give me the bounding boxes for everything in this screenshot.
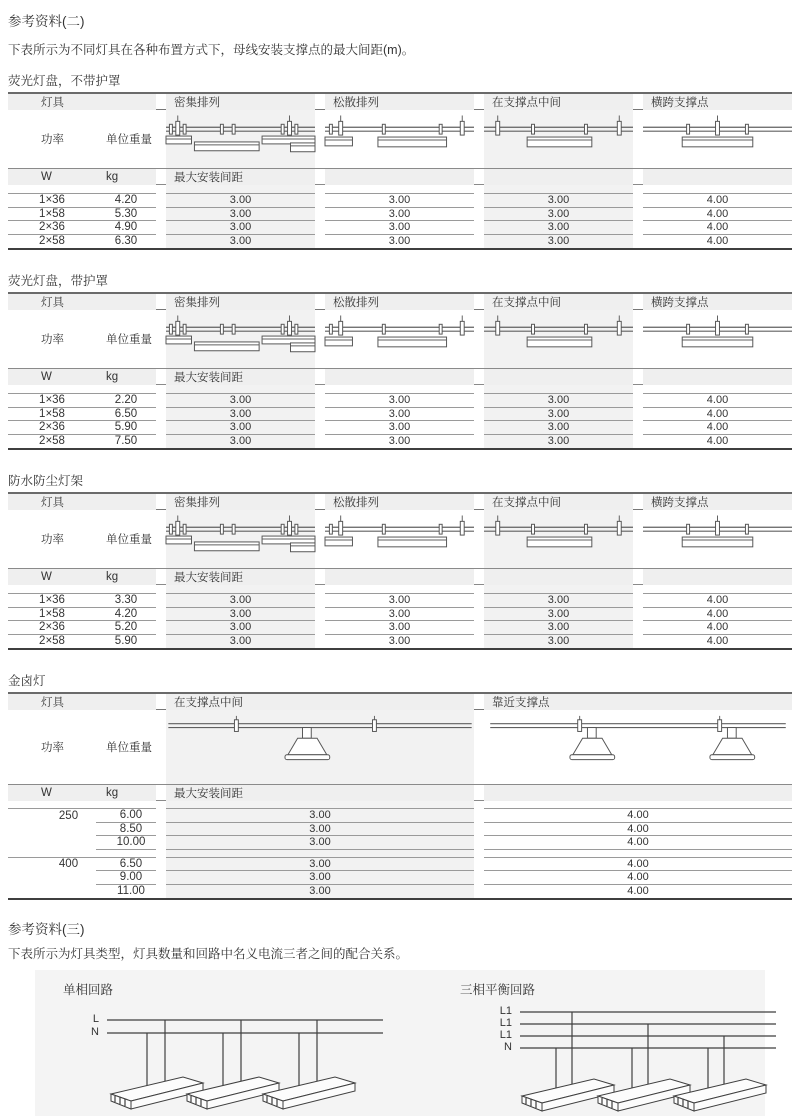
- mid-span-cell: [484, 110, 633, 168]
- power-value: 1×36: [39, 194, 65, 207]
- power-value: 2×36: [39, 421, 65, 434]
- table-row: [8, 871, 792, 885]
- spacing-value: 3.00: [325, 608, 474, 622]
- spacing-value: 4.00: [627, 885, 649, 898]
- line-label-L1: L1: [499, 1005, 512, 1017]
- table-row: [8, 885, 792, 899]
- mid-span-diagram: [484, 112, 633, 166]
- spacing-value: 4.00: [706, 235, 729, 248]
- loose-arrangement-cell: [325, 110, 474, 168]
- spacing-value: 3.00: [325, 408, 474, 422]
- spacing-value: 3.00: [166, 435, 315, 449]
- across-support-diagram: [643, 112, 792, 166]
- units-row: [8, 568, 792, 585]
- weight-value: 6.00: [96, 809, 156, 823]
- max-spacing-label: 最大安装间距: [166, 569, 315, 585]
- spacing-value: 3.00: [166, 421, 315, 435]
- max-spacing-label: 最大安装间距: [166, 169, 315, 185]
- column-header: 横跨支撑点: [643, 94, 792, 110]
- kg-unit: kg: [106, 787, 119, 799]
- watt-unit: W: [41, 571, 52, 583]
- reference-3-section: [8, 918, 792, 1116]
- column-header: 在支撑点中间: [484, 294, 633, 310]
- spacer-row: [8, 385, 792, 394]
- single-phase-circuit: [63, 980, 403, 1112]
- spacing-value: 4.00: [484, 858, 792, 872]
- spacing-value: 3.00: [166, 809, 474, 823]
- spacing-value: 4.00: [643, 208, 792, 222]
- line-label-N: N: [91, 1026, 99, 1038]
- column-header: 在支撑点中间: [484, 494, 633, 510]
- mid-span-cell: [166, 710, 474, 784]
- units-row: [8, 168, 792, 185]
- across-support-cell: [643, 510, 792, 568]
- spacing-value: 3.00: [484, 594, 633, 608]
- three-phase-diagram: [516, 1006, 782, 1110]
- units-labels: [8, 785, 156, 801]
- spacing-value: 3.00: [166, 635, 315, 649]
- table-row: [8, 194, 792, 208]
- page-title: 参考资料(二): [8, 14, 85, 29]
- max-spacing-label: 最大安装间距: [166, 369, 315, 385]
- spacing-value: 4.00: [643, 608, 792, 622]
- table-row: [8, 594, 792, 608]
- watt-unit: W: [41, 371, 52, 383]
- spacing-value: 4.00: [643, 594, 792, 608]
- weight-value: 5.90: [114, 421, 138, 434]
- weight-value: 5.20: [114, 621, 138, 634]
- across-support-cell: [643, 110, 792, 168]
- three-phase-circuit: [460, 980, 800, 1112]
- weight-value: 4.90: [114, 221, 138, 234]
- spacing-value: 3.00: [388, 435, 411, 448]
- weight-value: 8.50: [96, 823, 156, 837]
- max-spacing-label: 最大安装间距: [166, 785, 474, 801]
- halide-mid-span-diagram: [166, 712, 474, 782]
- spacing-value: 4.00: [643, 394, 792, 408]
- weight-value: 9.00: [96, 871, 156, 885]
- dense-arrangement-diagram: [166, 512, 315, 566]
- spacing-value: 3.00: [325, 194, 474, 208]
- dense-arrangement-cell: [166, 110, 315, 168]
- loose-arrangement-diagram: [325, 512, 474, 566]
- dense-arrangement-diagram: [166, 112, 315, 166]
- spacing-value: 3.00: [166, 208, 315, 222]
- loose-arrangement-diagram: [325, 312, 474, 366]
- spacing-value: 3.00: [166, 836, 474, 850]
- spacing-value: 4.00: [484, 836, 792, 850]
- spacing-value: 3.00: [484, 621, 633, 635]
- row-labels: [8, 710, 156, 784]
- line-label-L: L: [92, 1013, 99, 1025]
- batten-luminaire: [263, 1077, 355, 1109]
- weight-value: 5.30: [114, 207, 138, 220]
- power-label: 功率: [41, 334, 64, 346]
- spacing-value: 4.00: [643, 421, 792, 435]
- weight-value: 11.00: [117, 885, 145, 898]
- dense-arrangement-diagram: [166, 312, 315, 366]
- loose-arrangement-cell: [325, 310, 474, 368]
- spacing-table-waterproof: [8, 492, 792, 650]
- page-subtitle: 下表所示为不同灯具在各种布置方式下，母线安装支撑点的最大间距(m)。: [8, 43, 415, 57]
- weight-value: 4.20: [114, 194, 138, 207]
- weight-value: 10.00: [96, 836, 156, 850]
- row-labels: [8, 310, 156, 368]
- power-label: 功率: [41, 742, 64, 754]
- fixture-header: 灯具: [8, 694, 156, 710]
- batten-luminaire: [674, 1079, 766, 1111]
- table-row: [8, 809, 792, 823]
- spacing-value: 4.00: [643, 621, 792, 635]
- power-value: 400: [58, 858, 79, 871]
- across-support-cell: [643, 310, 792, 368]
- spacer-row: [8, 585, 792, 594]
- weight-value: 6.50: [96, 858, 156, 872]
- weight-value: 7.50: [114, 435, 138, 448]
- near-support-cell: [484, 710, 792, 784]
- spacing-value: 3.00: [484, 421, 633, 435]
- watt-unit: W: [41, 171, 52, 183]
- units-labels: [8, 169, 156, 185]
- spacing-value: 4.00: [706, 635, 729, 648]
- weight-value: 3.30: [114, 594, 138, 607]
- column-header: 密集排列: [166, 294, 315, 310]
- three-phase-title: 三相平衡回路: [460, 983, 536, 997]
- single-phase-diagram: [103, 1012, 389, 1110]
- units-row: [8, 784, 792, 801]
- table-row: [8, 621, 792, 635]
- spacing-value: 3.00: [325, 594, 474, 608]
- weight-value: 6.50: [114, 407, 138, 420]
- power-value: 2×58: [39, 235, 65, 248]
- spacing-value: 4.00: [484, 809, 792, 823]
- table-row: [8, 208, 792, 222]
- units-row: [8, 368, 792, 385]
- loose-arrangement-cell: [325, 510, 474, 568]
- spacing-value: 3.00: [325, 421, 474, 435]
- power-value: 1×36: [39, 394, 65, 407]
- spacing-value: 4.00: [484, 871, 792, 885]
- spacing-value: 3.00: [325, 394, 474, 408]
- spacing-value: 3.00: [166, 194, 315, 208]
- column-header: 靠近支撑点: [484, 694, 792, 710]
- mid-span-diagram: [484, 512, 633, 566]
- dense-arrangement-cell: [166, 310, 315, 368]
- spacing-table-metal-halide: [8, 692, 792, 900]
- table-row: [8, 221, 792, 235]
- spacing-value: 3.00: [388, 635, 411, 648]
- spacing-value: 3.00: [484, 194, 633, 208]
- weight-value: 6.30: [114, 235, 138, 248]
- weight-value: 2.20: [114, 394, 138, 407]
- table-header-row: [8, 494, 792, 510]
- spacing-value: 3.00: [484, 635, 633, 649]
- column-header: 横跨支撑点: [643, 494, 792, 510]
- spacing-value: 3.00: [325, 208, 474, 222]
- spacing-value: 3.00: [166, 235, 315, 249]
- power-value: 2×58: [39, 635, 65, 648]
- circuit-diagrams-panel: [35, 970, 765, 1116]
- spacing-value: 3.00: [166, 885, 474, 899]
- line-label-N: N: [504, 1041, 512, 1053]
- table-row: [8, 421, 792, 435]
- dense-arrangement-cell: [166, 510, 315, 568]
- spacing-value: 3.00: [484, 235, 633, 249]
- spacing-value: 4.00: [643, 408, 792, 422]
- spacing-table-fluorescent-no-cover: [8, 92, 792, 250]
- power-value: 1×58: [39, 607, 65, 620]
- power-value: 1×58: [39, 407, 65, 420]
- spacing-value: 3.00: [166, 858, 474, 872]
- section-title-waterproof: 防水防尘灯架: [8, 474, 84, 488]
- across-support-diagram: [643, 312, 792, 366]
- power-label: 功率: [41, 134, 64, 146]
- mid-span-cell: [484, 310, 633, 368]
- column-header: 密集排列: [166, 94, 315, 110]
- mid-span-cell: [484, 510, 633, 568]
- fixture-header: 灯具: [8, 94, 156, 110]
- diagram-row: [8, 710, 792, 784]
- diagram-row: [8, 510, 792, 568]
- section-title-metal-halide: 金卤灯: [8, 674, 46, 688]
- row-labels: [8, 510, 156, 568]
- kg-unit: kg: [106, 371, 119, 383]
- group-spacer-row: [8, 850, 792, 858]
- column-header: 松散排列: [325, 94, 474, 110]
- kg-unit: kg: [106, 571, 119, 583]
- spacing-value: 4.00: [706, 435, 729, 448]
- spacing-value: 4.00: [643, 221, 792, 235]
- unit-weight-label: 单位重量: [106, 334, 152, 346]
- table-row: [8, 608, 792, 622]
- spacing-value: 3.00: [166, 221, 315, 235]
- spacing-value: 3.00: [388, 235, 411, 248]
- power-value: 2×36: [39, 621, 65, 634]
- spacing-value: 3.00: [484, 221, 633, 235]
- fixture-header: 灯具: [8, 494, 156, 510]
- line-label-L1: L1: [499, 1029, 512, 1041]
- spacing-value: 3.00: [166, 608, 315, 622]
- weight-value: 5.90: [114, 635, 138, 648]
- spacing-value: 3.00: [166, 871, 474, 885]
- spacing-value: 3.00: [325, 621, 474, 635]
- column-header: 松散排列: [325, 494, 474, 510]
- column-header: 在支撑点中间: [484, 94, 633, 110]
- table-row: [8, 836, 792, 850]
- spacing-value: 3.00: [166, 621, 315, 635]
- watt-unit: W: [41, 787, 52, 799]
- table-header-row: [8, 94, 792, 110]
- table-header-row: [8, 294, 792, 310]
- power-value: 2×36: [39, 221, 65, 234]
- spacing-value: 3.00: [484, 408, 633, 422]
- ref3-subtitle: 下表所示为灯具类型，灯具数量和回路中名义电流三者之间的配合关系。: [8, 947, 409, 961]
- unit-weight-label: 单位重量: [106, 134, 152, 146]
- column-header: 密集排列: [166, 494, 315, 510]
- power-label: 功率: [41, 534, 64, 546]
- spacing-value: 3.00: [484, 435, 633, 449]
- spacing-table-fluorescent-with-cover: [8, 292, 792, 450]
- spacing-value: 3.00: [484, 394, 633, 408]
- spacing-value: 4.00: [484, 823, 792, 837]
- line-label-L1: L1: [499, 1017, 512, 1029]
- table-row: [8, 823, 792, 837]
- table-row: [8, 858, 792, 872]
- across-support-diagram: [643, 512, 792, 566]
- table-row: [8, 394, 792, 408]
- power-value: 1×58: [39, 207, 65, 220]
- fixture-header: 灯具: [8, 294, 156, 310]
- section-title-fluorescent-no-cover: 荧光灯盘，不带护罩: [8, 74, 121, 88]
- spacing-value: 3.00: [166, 823, 474, 837]
- spacer-row: [8, 801, 792, 809]
- spacing-value: 3.00: [166, 394, 315, 408]
- unit-weight-label: 单位重量: [106, 534, 152, 546]
- spacing-value: 3.00: [484, 208, 633, 222]
- mid-span-diagram: [484, 312, 633, 366]
- column-header: 松散排列: [325, 294, 474, 310]
- spacing-value: 3.00: [166, 408, 315, 422]
- single-phase-title: 单相回路: [63, 983, 114, 997]
- kg-unit: kg: [106, 171, 119, 183]
- units-labels: [8, 569, 156, 585]
- spacing-value: 3.00: [325, 221, 474, 235]
- table-row: [8, 635, 792, 649]
- diagram-row: [8, 110, 792, 168]
- table-header-row: [8, 694, 792, 710]
- column-header: 在支撑点中间: [166, 694, 474, 710]
- power-value: 1×36: [39, 594, 65, 607]
- diagram-row: [8, 310, 792, 368]
- spacing-value: 3.00: [484, 608, 633, 622]
- power-value: 250: [58, 809, 79, 822]
- power-value: 2×58: [39, 435, 65, 448]
- section-title-ref3: 参考资料(三): [8, 922, 85, 937]
- loose-arrangement-diagram: [325, 112, 474, 166]
- units-labels: [8, 369, 156, 385]
- spacing-value: 4.00: [643, 194, 792, 208]
- table-row: [8, 408, 792, 422]
- table-row: [8, 235, 792, 249]
- table-row: [8, 435, 792, 449]
- column-header: 横跨支撑点: [643, 294, 792, 310]
- spacer-row: [8, 185, 792, 194]
- spacing-value: 3.00: [166, 594, 315, 608]
- section-title-fluorescent-with-cover: 荧光灯盘，带护罩: [8, 274, 109, 288]
- halide-near-support-diagram: [484, 712, 792, 782]
- row-labels: [8, 110, 156, 168]
- unit-weight-label: 单位重量: [106, 742, 152, 754]
- weight-value: 4.20: [114, 607, 138, 620]
